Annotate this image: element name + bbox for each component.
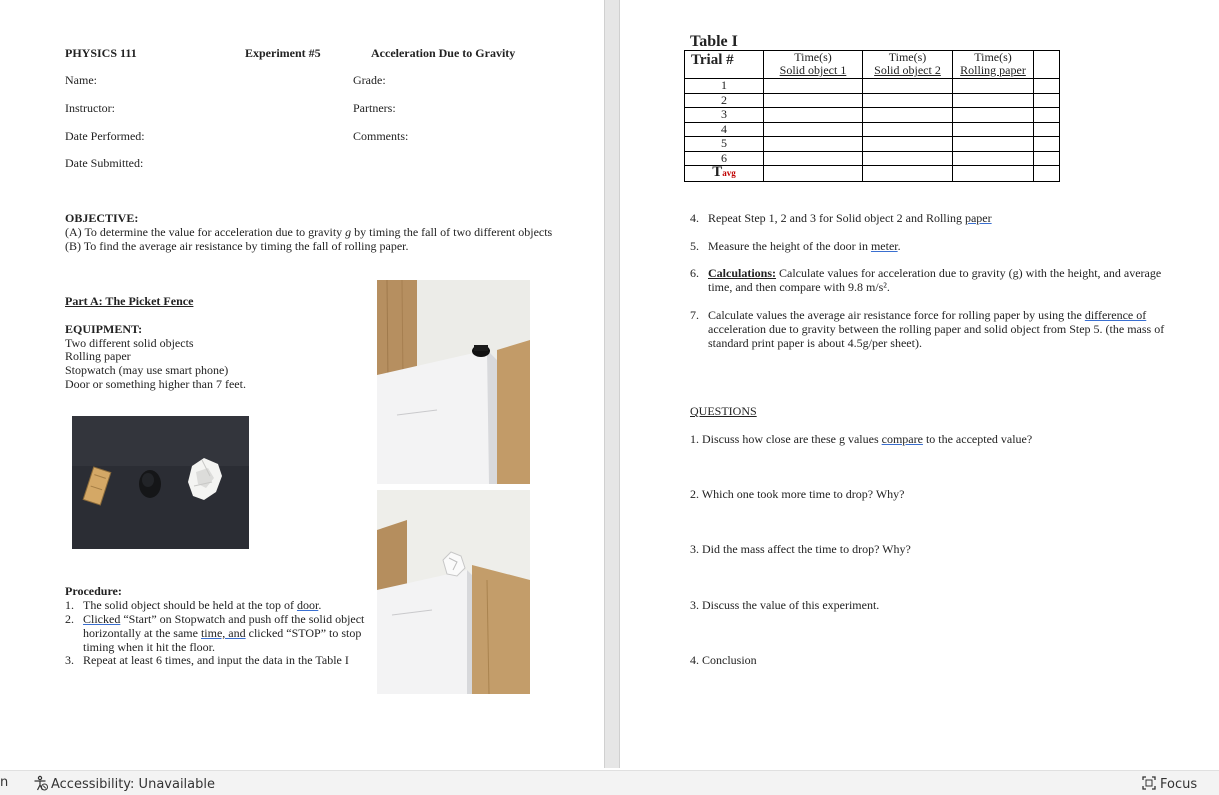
trial-number: 3	[685, 108, 764, 123]
step-7-cont: acceleration due to gravity between the rolling paper and solid object from Step 5. (the mass of	[708, 322, 1165, 336]
procedure-step-2-cont: horizontally at the same time, and clicked “STOP” to stop	[83, 626, 362, 640]
table-row	[685, 151, 1060, 166]
data-table	[684, 50, 1060, 182]
step-number: 6.	[690, 266, 699, 280]
step-number: 7.	[690, 308, 699, 322]
question-1: 1. Discuss how close are these g values compare to the accepted value?	[690, 432, 1033, 446]
accessibility-label: Accessibility: Unavailable	[51, 777, 215, 792]
table-cell[interactable]	[863, 93, 953, 108]
spellcheck-word[interactable]: time, and	[200, 626, 246, 640]
table-cell[interactable]	[863, 108, 953, 123]
table-cell[interactable]	[1034, 108, 1060, 123]
procedure-step-2: Clicked “Start” on Stopwatch and push off the solid object	[83, 612, 365, 626]
table-header-col: Time(s) Solid object 2	[863, 51, 953, 79]
table-cell[interactable]	[764, 151, 863, 166]
table-row	[685, 122, 1060, 137]
table-cell[interactable]	[764, 108, 863, 123]
table-row	[685, 79, 1060, 94]
table-cell[interactable]	[953, 137, 1034, 152]
table-cell[interactable]	[1034, 93, 1060, 108]
step-number: 4.	[690, 211, 699, 225]
step-4: Repeat Step 1, 2 and 3 for Solid object 2 and Rolling paper	[708, 211, 992, 225]
table-cell[interactable]	[764, 137, 863, 152]
field-instructor: Instructor:	[65, 101, 115, 115]
question-5: 4. Conclusion	[690, 653, 757, 667]
step-7: Calculate values the average air resistance force for rolling paper by using the difference of	[708, 308, 1147, 322]
spellcheck-word[interactable]: Clicked	[83, 612, 121, 626]
table-row	[685, 108, 1060, 123]
equipment-item: Two different solid objects	[65, 336, 194, 350]
focus-label: Focus	[1160, 777, 1198, 792]
table-cell[interactable]	[1034, 122, 1060, 137]
door-photo-ball	[377, 280, 530, 484]
table-cell[interactable]	[764, 166, 863, 182]
table-header-trial: Trial #	[685, 51, 764, 79]
table-cell[interactable]	[764, 93, 863, 108]
table-cell[interactable]	[863, 122, 953, 137]
table-cell[interactable]	[1034, 166, 1060, 182]
table-header-col: Time(s) Solid object 1	[764, 51, 863, 79]
procedure-step-number: 2.	[65, 612, 74, 626]
trial-number: 1	[685, 79, 764, 94]
table-cell[interactable]	[1034, 137, 1060, 152]
table-cell[interactable]	[1034, 51, 1060, 79]
status-fragment: n	[0, 775, 9, 790]
objective-heading: OBJECTIVE:	[65, 211, 139, 225]
table-cell[interactable]	[863, 151, 953, 166]
accessibility-icon	[32, 775, 48, 795]
accessibility-status[interactable]	[32, 775, 215, 795]
focus-button[interactable]	[1141, 775, 1197, 795]
table-cell[interactable]	[953, 166, 1034, 182]
field-name: Name:	[65, 73, 97, 87]
spellcheck-word[interactable]: meter	[870, 239, 898, 253]
focus-icon	[1141, 775, 1157, 795]
part-a-heading: Part A: The Picket Fence	[65, 294, 194, 308]
document-page-left	[0, 0, 604, 768]
spellcheck-word[interactable]: compare	[881, 432, 923, 446]
table-cell[interactable]	[953, 79, 1034, 94]
equipment-item: Stopwatch (may use smart phone)	[65, 363, 229, 377]
step-6: Calculations: Calculate values for acceleration due to gravity (g) with the height, and average	[708, 266, 1162, 280]
field-grade: Grade:	[353, 73, 386, 87]
equipment-heading: EQUIPMENT:	[65, 322, 143, 336]
table-row-average	[685, 166, 1060, 182]
page-gap	[604, 0, 620, 768]
step-5: Measure the height of the door in meter.	[708, 239, 901, 253]
spellcheck-word[interactable]: difference of	[1084, 308, 1147, 322]
question-3: 3. Did the mass affect the time to drop? Why?	[690, 542, 911, 556]
questions-heading: QUESTIONS	[690, 404, 757, 418]
table-cell[interactable]	[953, 122, 1034, 137]
table-cell[interactable]	[863, 166, 953, 182]
table-cell[interactable]	[1034, 79, 1060, 94]
field-date-submitted: Date Submitted:	[65, 156, 144, 170]
average-label: Tavg	[685, 166, 764, 182]
table-cell[interactable]	[863, 79, 953, 94]
course-title: PHYSICS 111	[65, 46, 137, 60]
status-bar	[0, 770, 1219, 795]
table-cell[interactable]	[953, 93, 1034, 108]
procedure-step-number: 1.	[65, 598, 74, 612]
trial-number: 6	[685, 151, 764, 166]
table-cell[interactable]	[764, 79, 863, 94]
field-date-performed: Date Performed:	[65, 129, 145, 143]
objects-photo	[72, 416, 249, 549]
table-cell[interactable]	[1034, 151, 1060, 166]
table-cell[interactable]	[764, 122, 863, 137]
spellcheck-word[interactable]: paper	[964, 211, 992, 225]
procedure-step-2-cont: timing when it hit the floor.	[83, 640, 215, 654]
experiment-number: Experiment #5	[245, 46, 321, 60]
table-cell[interactable]	[953, 151, 1034, 166]
procedure-step-number: 3.	[65, 653, 74, 667]
trial-number: 4	[685, 122, 764, 137]
field-comments: Comments:	[353, 129, 409, 143]
step-6-cont: time, and then compare with 9.8 m/s².	[708, 280, 890, 294]
objective-line-a: (A) To determine the value for acceleration due to gravity g by timing the fall of two different objects	[65, 225, 553, 239]
procedure-heading: Procedure:	[65, 584, 122, 598]
equipment-item: Door or something higher than 7 feet.	[65, 377, 246, 391]
procedure-step-3: Repeat at least 6 times, and input the data in the Table I	[83, 653, 349, 667]
table-row	[685, 137, 1060, 152]
trial-number: 2	[685, 93, 764, 108]
equipment-item: Rolling paper	[65, 349, 131, 363]
procedure-step-1: The solid object should be held at the top of door.	[83, 598, 322, 612]
objective-line-b: (B) To find the average air resistance by timing the fall of rolling paper.	[65, 239, 409, 253]
table-cell[interactable]	[953, 108, 1034, 123]
step-7-cont: standard print paper is about 4.5g/per sheet).	[708, 336, 922, 350]
trial-number: 5	[685, 137, 764, 152]
door-photo-paper	[377, 490, 530, 694]
table-row	[685, 93, 1060, 108]
field-partners: Partners:	[353, 101, 396, 115]
experiment-title: Acceleration Due to Gravity	[371, 46, 516, 60]
spellcheck-word[interactable]: door	[296, 598, 319, 612]
table-title: Table I	[690, 33, 738, 50]
question-4: 3. Discuss the value of this experiment.	[690, 598, 880, 612]
table-cell[interactable]	[863, 137, 953, 152]
table-header-col: Time(s) Rolling paper	[953, 51, 1034, 79]
step-number: 5.	[690, 239, 699, 253]
question-2: 2. Which one took more time to drop? Why?	[690, 487, 905, 501]
